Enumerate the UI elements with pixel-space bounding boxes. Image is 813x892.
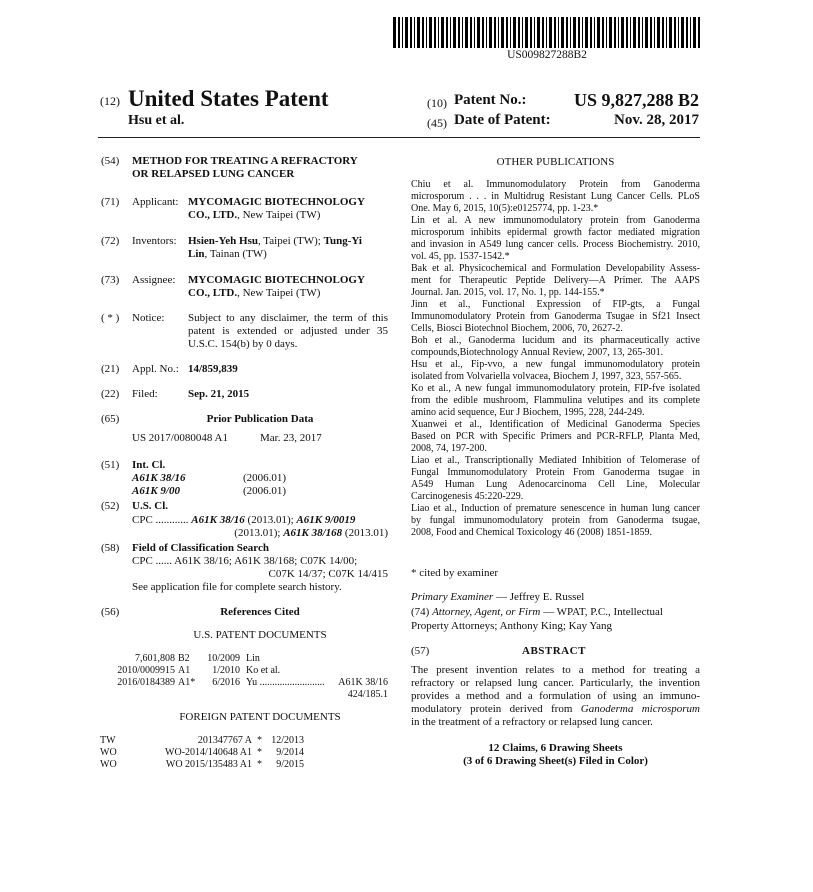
applicant-name-2 [188,209,320,222]
notice-line-3: U.S.C. 154(b) by 0 days. [188,338,298,350]
foreign-doc-row [100,747,390,759]
barcode-bar [669,17,672,48]
us-cl-line-1 [132,514,355,527]
publication-line: microsporum . . . in Multidrug Resistant Lung Cancer Cells. PLoS [411,191,700,202]
foreign-doc-country: TW [100,735,116,746]
barcode-bar [510,17,511,48]
us-doc-number: 2010/0009915 [117,665,175,676]
us-doc-name: Ko et al. [246,665,281,676]
publication-line: 2008, 74, 197-200. [411,443,487,454]
assignee-name-1: MYCOMAGIC BIOTECHNOLOGY [188,274,365,286]
publication-line: ment for Therapeutic Peptide Delivery—A Primer. The AAPS [411,275,700,286]
publication-entry [411,299,700,335]
code-22: (22) [101,388,120,400]
barcode-bar [522,17,523,48]
barcode-bar [549,17,552,48]
publication-entry [411,179,700,215]
barcode-bar [645,17,648,48]
barcode-bar [446,17,448,48]
publication-entry [411,359,700,383]
barcode-bar [657,17,660,48]
barcode-bar [573,17,576,48]
publication-line: A549 Human Lung Adenocarcinoma Cell Line, Molecular [411,479,700,490]
patent-number: US 9,827,288 B2 [573,90,699,110]
barcode-bar [621,17,624,48]
primary-examiner [411,591,584,604]
us-cl-1: A61K 38/16 [191,514,245,526]
abstract-line-4 [411,703,700,716]
inventors-label: Inventors: [132,235,177,247]
abstract-heading: ABSTRACT [522,645,586,657]
us-cl-line-2 [132,527,388,540]
us-doc-row-cont [100,689,390,701]
barcode-bar [681,17,684,48]
publication-entry [411,383,700,419]
publication-line: microsporum inhibits epidermal growth factor mediated migration [411,227,700,238]
applicant-label: Applicant: [132,196,179,208]
foreign-doc-date: 9/2015 [276,759,304,770]
foreign-doc-country: WO [100,747,117,758]
barcode-bar [494,17,496,48]
abstract-organism: Ganoderma microsporum [580,703,700,715]
cited-by-examiner: * cited by examiner [411,567,499,579]
int-cl-2-year: (2006.01) [243,485,287,497]
publication-entry [411,335,700,359]
barcode-bar [698,17,700,48]
publication-line: Boh et al., Ganoderma lucidum and its pharmaceutically active [411,335,700,346]
references-heading: References Cited [220,606,300,618]
barcode-bar [618,17,619,48]
int-cl-2: A61K 9/00 [132,485,180,497]
inventors-short: Hsu et al. [128,113,185,128]
barcode-bar [537,17,540,48]
claims-summary: 12 Claims, 6 Drawing Sheets [488,742,623,754]
int-cl-1: A61K 38/16 [132,472,186,484]
us-doc-kind: A1 [178,665,191,676]
int-cl-label: Int. Cl. [132,459,166,471]
us-cl-3-year: (2013.01) [342,527,388,539]
us-cl-label: U.S. Cl. [132,500,169,512]
barcode-bar [410,17,412,48]
barcode-bar [398,17,400,48]
assignee-company: CO., LTD. [188,287,238,299]
barcode-bar [578,17,580,48]
inventor-2a: Tung-Yi [323,235,362,247]
publication-line: Xuanwei et al., Identification of Medicinal Ganoderma Species [411,419,700,430]
barcode-bar [546,17,547,48]
barcode-bar [693,17,696,48]
cpc-label: CPC ............ [132,514,189,526]
us-doc-class: A61K 38/16 [338,677,388,688]
notice-line-2: patent is extended or adjusted under 35 [188,325,388,337]
filed-label: Filed: [132,388,158,400]
barcode-bar [477,17,480,48]
inventor-2b: Lin [188,248,205,260]
barcode-bar [450,17,451,48]
barcode-bar [458,17,460,48]
barcode-bar [678,17,679,48]
barcode-bar [597,17,600,48]
notice-line-1: Subject to any disclaimer, the term of this [188,312,388,324]
publication-line: by fungal immunomodulatory protein from Ganoderma tsugae, [411,515,700,526]
barcode-bar [594,17,595,48]
barcode-bar [609,17,612,48]
inventor-2-location: , Tainan (TW) [204,248,267,260]
barcode-bar [426,17,427,48]
publication-entry [411,455,700,503]
barcode-bar [482,17,484,48]
attorney-line-1 [411,606,663,619]
foreign-doc-country: WO [100,759,117,770]
foreign-doc-row [100,759,390,771]
us-doc-row [100,665,390,677]
code-57: (57) [411,645,430,657]
other-pubs-heading: OTHER PUBLICATIONS [496,156,615,168]
barcode-bar [530,17,532,48]
barcode-bar [686,17,688,48]
code-52: (52) [101,500,120,512]
barcode-bar [602,17,604,48]
publication-line: isolated from Volvariella volvacea, Biochem J, 1997, 323, 557-565. [411,371,682,382]
barcode-bar [558,17,559,48]
patent-title: United States Patent [128,86,329,111]
assignee-label: Assignee: [132,274,176,286]
applicant-company: CO., LTD. [188,209,238,221]
examiner-label: Primary Examiner [411,591,494,603]
publication-line: vol. 45, pp. 1537-1542.* [411,251,510,262]
foreign-doc-number: 201347767 A [197,735,252,746]
filed-value: Sep. 21, 2015 [188,388,250,400]
us-doc-date: 1/2010 [212,665,240,676]
us-doc-class-cont: 424/185.1 [347,689,388,700]
barcode-bar [582,17,583,48]
foreign-doc-date: 9/2014 [276,747,304,758]
us-doc-kind: A1* [178,677,196,688]
barcode-bar [642,17,643,48]
barcode-bar [662,17,664,48]
barcode-bar [534,17,535,48]
barcode-bar [518,17,520,48]
assignee-location: , New Taipei (TW) [237,287,321,299]
barcode-bar [614,17,616,48]
publication-line: Journal. Jan. 2015, vol. 17, No. 1, pp. 144-155.* [411,287,605,298]
barcode-bar [438,17,439,48]
barcode-bar [474,17,475,48]
patent-date: Nov. 28, 2017 [613,112,699,128]
publication-line: compounds,Biotechnology Annual Review, 2007, 13, 265-301. [411,347,664,358]
barcode-number: US009827288B2 [507,49,587,61]
us-cl-3: A61K 38/168 [283,527,343,539]
barcode-bar [429,17,432,48]
us-docs-list [100,653,390,701]
barcode-bar [626,17,628,48]
barcode-bar [414,17,415,48]
us-cl-2-year: (2013.01); [234,527,284,539]
field-search-label: Field of Classification Search [132,542,269,554]
code-73: (73) [101,274,120,286]
barcode-bar [470,17,472,48]
abstract-body [411,664,700,729]
examiner-name: — Jeffrey E. Russel [493,591,585,603]
barcode-bar [498,17,499,48]
code-56: (56) [101,606,120,618]
appl-no-label: Appl. No.: [132,363,179,375]
us-doc-name: Yu .......................... [246,677,325,688]
publication-line: Ko et al., A new fungal immunomodulatory protein, FIP-fve isolated [411,383,700,394]
barcode-bar [501,17,504,48]
applicant-location: , New Taipei (TW) [237,209,321,221]
barcode-bar [585,17,588,48]
foreign-doc-date: 12/2013 [271,735,304,746]
us-doc-number: 7,601,808 [135,653,175,664]
publication-line: Bak et al. Physicochemical and Formulation Developability Assess- [411,263,700,274]
us-doc-kind: B2 [178,653,190,664]
barcode-bar [561,17,564,48]
publication-line: Jinn et al., Functional Expression of FIP-gts, a Fungal [411,299,700,310]
inventor-1: Hsien-Yeh Hsu [188,235,258,247]
barcode-bar [570,17,571,48]
header-rule [98,137,700,138]
us-doc-date: 10/2009 [207,653,240,664]
inventor-1-location: , Taipei (TW); [258,235,324,247]
code-71: (71) [101,196,120,208]
publication-line: amino acid sequence, Eur J Biochem, 1995, 228, 244-249. [411,407,645,418]
prior-pub-date: Mar. 23, 2017 [260,432,322,444]
us-cl-2: A61K 9/0019 [296,514,356,526]
publication-line: and invasion in A549 lung cancer cells. Process Biochemistry. 2010, [411,239,700,250]
barcode-bar [542,17,544,48]
barcode-bar [417,17,420,48]
int-cl-1-year: (2006.01) [243,472,287,484]
us-doc-number: 2016/0184389 [117,677,175,688]
barcode-bar [434,17,436,48]
barcode-bar [674,17,676,48]
attorney-line-2: Property Attorneys; Anthony King; Kay Yang [411,620,613,632]
barcode-bar [486,17,487,48]
code-65: (65) [101,413,120,425]
barcode-bar [590,17,592,48]
foreign-docs-list [100,735,390,771]
barcode-bar [405,17,408,48]
barcode-bar [513,17,516,48]
us-cl-1-year: (2013.01); [244,514,297,526]
barcode-bar [566,17,568,48]
drawing-sheets-note: (3 of 6 Drawing Sheet(s) Filed in Color) [463,755,648,767]
attorney-text-1: — WPAT, P.C., Intellectual [540,606,663,618]
barcode-bar [465,17,468,48]
prior-pub-heading: Prior Publication Data [206,413,314,425]
publication-entry [411,503,700,539]
code-21: (21) [101,363,120,375]
barcode-bar [489,17,492,48]
inventors-line-2 [188,248,267,261]
abstract-line-1: The present invention relates to a method for treating a [411,664,700,676]
publication-line: from the edible mushroom, Flammulina velutipes and its complete [411,395,700,406]
foreign-docs-heading: FOREIGN PATENT DOCUMENTS [179,711,341,723]
publication-line: Cells, Biosci Biotechnol Biochem, 2006, 70, 2627-2. [411,323,623,334]
barcode [393,17,701,48]
patent-no-label: Patent No.: [454,92,527,108]
barcode-bar [525,17,528,48]
foreign-doc-star: * [257,759,262,770]
barcode-bar [422,17,424,48]
attorney-label: Attorney, Agent, or Firm [432,606,541,618]
publication-line: Chiu et al. Immunomodulatory Protein from Ganoderma [411,179,700,190]
attorney-code: (74) [411,606,433,618]
publication-line: Liao et al., Induction of premature senescence in human lung cancer [411,503,700,514]
barcode-bar [650,17,652,48]
foreign-doc-number: WO-2014/140648 A1 [165,747,252,758]
us-doc-date: 6/2016 [212,677,240,688]
barcode-bar [666,17,667,48]
appl-no-value: 14/859,839 [188,363,238,375]
invention-title-2: OR RELAPSED LUNG CANCER [132,168,295,180]
code-notice: ( * ) [101,312,120,324]
publication-line: Fungal Immunomodulatory Protein From Ganoderma tsugae in [411,467,700,478]
barcode-bar [453,17,456,48]
publication-line: Immunomodulatory Protein from Ganoderma Tsugae in Sf21 Insect [411,311,700,322]
inventors-line-1 [188,235,362,248]
barcode-bar [638,17,640,48]
barcode-bar [462,17,463,48]
abstract-line-4a: modulatory protein derived from [411,703,581,715]
field-search-cpc-2: C07K 14/37; C07K 14/415 [268,568,388,580]
barcode-bar [402,17,403,48]
publication-line: Hsu et al., Fip-vvo, a new fungal immunomodulatory protein [411,359,700,370]
barcode-bar [690,17,691,48]
notice-text [188,312,388,351]
notice-label: Notice: [132,312,165,324]
barcode-bar [393,17,396,48]
publication-line: One. May 6, 2015, 10(5):e0125774, pp. 1-23.* [411,203,599,214]
code-58: (58) [101,542,120,554]
barcode-bar [441,17,444,48]
code-10: (10) [427,96,447,110]
field-search-note: See application file for complete search history. [132,581,342,593]
code-45: (45) [427,116,447,130]
publication-entry [411,215,700,263]
publication-line: Based on PCR with Specific Primers and PCR-RFLP, Planta Med, [411,431,700,442]
applicant-name-1: MYCOMAGIC BIOTECHNOLOGY [188,196,365,208]
publication-line: Liao et al., Transcriptionally Mediated Inhibition of Telomerase of [411,455,700,466]
code-12: (12) [100,94,120,108]
abstract-line-5: in the treatment of a refractory or relapsed lung cancer. [411,716,653,728]
foreign-doc-number: WO 2015/135483 A1 [165,759,252,770]
abstract-line-2: refractory or relapsed lung cancer. Particularly, the invention [411,677,700,689]
foreign-doc-star: * [257,747,262,758]
publication-entry [411,263,700,299]
code-54: (54) [101,155,120,167]
barcode-bar [506,17,508,48]
us-docs-heading: U.S. PATENT DOCUMENTS [193,629,327,641]
invention-title-1: METHOD FOR TREATING A REFRACTORY [132,155,358,167]
publication-line: 2008, Food and Chemical Toxicology 46 (2008) 1851-1859. [411,527,653,538]
other-pubs-list [411,179,700,539]
publication-entry [411,419,700,455]
foreign-doc-row [100,735,390,747]
code-72: (72) [101,235,120,247]
barcode-bar [554,17,556,48]
field-search-cpc-1: CPC ...... A61K 38/16; A61K 38/168; C07K 14/00; [132,555,358,567]
barcode-bar [606,17,607,48]
code-51: (51) [101,459,120,471]
us-doc-name: Lin [246,653,260,664]
publication-line: Carcinogenesis 45:220-229. [411,491,524,502]
foreign-doc-star: * [257,735,262,746]
date-label: Date of Patent: [454,112,551,128]
barcode-bar [630,17,631,48]
barcode-bar [633,17,636,48]
us-doc-row [100,653,390,665]
barcode-bar [654,17,655,48]
abstract-line-3: provides a method and a formulation of using an immuno- [411,690,700,702]
assignee-name-2 [188,287,320,300]
publication-line: Lin et al. A new immunomodulatory protein from Ganoderma [411,215,700,226]
prior-pub-number: US 2017/0080048 A1 [132,432,228,444]
us-doc-row [100,677,390,689]
